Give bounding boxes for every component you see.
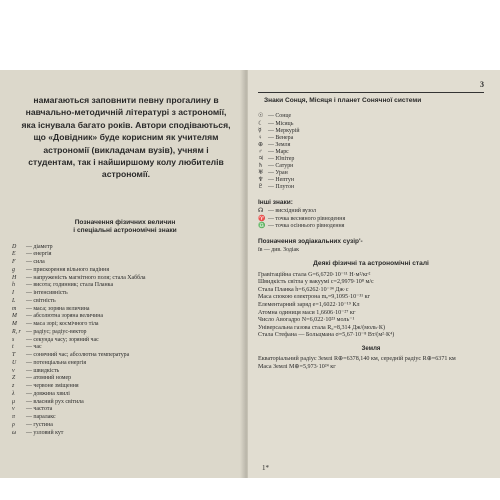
definition-row-text: — атомний номер	[26, 375, 72, 382]
planets-title: Знаки Сонця, Місяця і планет Сонячної системи	[264, 97, 422, 104]
planet-row	[258, 128, 484, 135]
definition-row-text: — червоне зміщення	[26, 383, 79, 390]
planet-row-symbol: ♂	[258, 148, 263, 155]
zodiac-title: Позначення зодіакальних сузір'-	[258, 238, 363, 246]
planet-row-symbol: ♅	[258, 170, 264, 177]
definition-row	[12, 360, 238, 368]
planet-row	[258, 121, 484, 128]
definition-row-symbol: M	[12, 321, 17, 328]
definition-row	[12, 430, 238, 438]
definition-row-symbol: H	[12, 274, 17, 281]
definition-row	[12, 406, 238, 414]
planet-row-text: — Меркурій	[268, 127, 300, 134]
defs-title-1: Позначення фізичних величин	[74, 218, 176, 226]
definition-row-symbol: F	[12, 259, 16, 266]
definition-row-text: — частота	[26, 406, 53, 413]
planet-row	[258, 142, 484, 149]
definition-row-text: — прискорення вільного падіння	[26, 266, 110, 273]
other-signs-title: Інші знаки:	[258, 199, 293, 207]
constant-row: Атомна одиниця маси 1,6606·10⁻²⁷ кг	[258, 309, 356, 316]
sign-row-text: — точка весняного рівнодення	[268, 215, 346, 222]
planet-row	[258, 156, 484, 163]
planet-row-text: — Марс	[268, 148, 289, 155]
earth-row: Екваторіальний радіус Землі R⊕=6378,140 км, середній радіус R⊕=6371 км	[258, 356, 456, 362]
definition-row-symbol: ν	[12, 406, 15, 413]
planet-row	[258, 184, 484, 191]
planet-row-symbol: ☉	[258, 113, 264, 120]
book-spread	[0, 70, 500, 478]
right-page	[248, 70, 500, 478]
planet-row-symbol: ♆	[258, 177, 264, 184]
definition-row-text: — густина	[26, 421, 53, 428]
definition-row	[12, 422, 238, 430]
definition-row-symbol: m	[12, 305, 17, 312]
defs-title-2: і спеціальні астрономічні знаки	[73, 227, 177, 235]
definition-row-text: — маса; зоряна величина	[26, 305, 90, 312]
definition-row-symbol: π	[12, 414, 15, 421]
definition-row-text: — узловий кут	[26, 429, 64, 436]
planet-row-text: — Сатурн	[268, 163, 294, 170]
intro-paragraph: намагаються заповнити певну прогалину в навчально-методичній літературі з астрономії, яка існувала багато років. Автори сподіваються, що «Довідник» буде корисним як учителям астрономії (викладачам вузів), учням і студентам, так і найширшому колу любителів астрономії.	[21, 95, 231, 180]
planet-row-symbol: ☾	[258, 120, 264, 127]
definition-row-text: — паралакс	[26, 414, 56, 421]
definitions-list	[12, 244, 238, 438]
definition-row-symbol: T	[12, 352, 16, 359]
definition-row-text: — швидкість	[26, 367, 60, 374]
sign-row-text: — висхідний вузол	[268, 208, 316, 215]
definition-row	[12, 414, 238, 422]
definition-row-symbol: μ	[12, 398, 15, 405]
definition-row	[12, 244, 238, 252]
definition-row-symbol: U	[12, 359, 17, 366]
planet-row-text: — Нептун	[268, 177, 294, 184]
definition-row-symbol: g	[12, 266, 15, 273]
definition-row-text: — власний рух світила	[26, 398, 84, 405]
definition-row-text: — світність	[26, 297, 56, 304]
constant-row: Універсальна газова стала R₀=8,314 Дж/(моль·К)	[258, 324, 386, 331]
sign-row-symbol: ♎	[258, 222, 266, 229]
planet-row-symbol: ⊕	[258, 141, 263, 148]
constant-row: Маса спокою електрона mₑ=9,1095·10⁻³¹ кг	[258, 294, 371, 301]
definition-row-symbol: R, r	[12, 328, 21, 335]
planet-row	[258, 135, 484, 142]
definition-row-symbol: λ	[12, 390, 15, 397]
definition-row-symbol: I	[12, 290, 14, 297]
constants-title: Деякі фізичні та астрономічні сталі	[313, 260, 429, 268]
zodiac-line: їв — див. Зодіак	[258, 247, 299, 254]
definition-row-symbol: D	[12, 243, 17, 250]
definition-row	[12, 329, 238, 337]
earth-list	[258, 356, 484, 371]
definition-row	[12, 344, 238, 352]
definition-row-text: — енергія	[26, 251, 52, 258]
planet-row-text: — Сонце	[268, 113, 292, 120]
definition-row	[12, 337, 238, 345]
definition-row-text: — час	[26, 344, 42, 351]
definition-row-text: — діаметр	[26, 243, 53, 250]
sign-row	[258, 208, 484, 215]
definition-row	[12, 375, 238, 383]
sign-row-text: — точка осіннього рівнодення	[268, 222, 345, 229]
constant-row: Стала Стефана — Больцмана σ=5,67·10⁻⁸ Вт/(м²·К⁴)	[258, 332, 395, 339]
definition-row-symbol: s	[12, 336, 15, 343]
sign-row-symbol: ☊	[258, 208, 264, 215]
definition-row-text: — потенціальна енергія	[26, 359, 87, 366]
planet-row-symbol: ☿	[258, 127, 262, 134]
definition-row-symbol: h	[12, 282, 15, 289]
background-top	[0, 0, 500, 70]
definition-row-text: — секунда часу; зоряний час	[26, 336, 99, 343]
definition-row	[12, 298, 238, 306]
planet-row-text: — Юпітер	[268, 155, 295, 162]
definition-row	[12, 290, 238, 298]
definition-row-text: — маса зорі; космічного тіла	[26, 321, 99, 328]
left-page	[0, 70, 248, 478]
definition-row	[12, 275, 238, 283]
planet-row-symbol: ♃	[258, 155, 264, 162]
definition-row	[12, 251, 238, 259]
planet-row	[258, 113, 484, 120]
definition-row	[12, 391, 238, 399]
definition-row	[12, 321, 238, 329]
definition-row	[12, 282, 238, 290]
other-signs-list	[258, 208, 484, 230]
definition-row-symbol: ρ	[12, 421, 15, 428]
constant-row: Число Авогадро N=6,022·10²³ моль⁻¹	[258, 317, 355, 324]
definition-row-text: — сила	[26, 259, 45, 266]
page-number: 3	[480, 80, 484, 89]
definition-row-symbol: z	[12, 383, 15, 390]
definition-row-text: — абсолютна зоряна величина	[26, 313, 104, 320]
planets-list	[258, 113, 484, 191]
constants-list	[258, 272, 484, 340]
planet-row-text: — Уран	[268, 170, 288, 177]
definition-row-text: — радіус; радіус-вектор	[26, 328, 87, 335]
planet-row-symbol: ♇	[258, 184, 264, 191]
planet-row	[258, 149, 484, 156]
header-rule	[258, 92, 484, 93]
constant-row: Елементарний заряд e=1,6022·10⁻¹⁹ Кл	[258, 302, 360, 309]
definition-row-symbol: Z	[12, 375, 16, 382]
planet-row-text: — Венера	[268, 134, 294, 141]
planet-row-text: — Земля	[268, 141, 291, 148]
definition-row-text: — сонячний час; абсолютна температура	[26, 352, 130, 359]
background-bottom	[0, 478, 500, 500]
earth-title: Земля	[361, 346, 381, 352]
definition-row	[12, 267, 238, 275]
earth-row: Маса Землі M⊕=5,973·10²⁴ кг	[258, 363, 336, 370]
constant-row: Гравітаційна стала G=6,6720·10⁻¹¹ Н·м²/кг²	[258, 271, 371, 278]
definition-row-text: — довжина хвилі	[26, 390, 70, 397]
planet-row-symbol: ♄	[258, 163, 264, 170]
footnote-mark: 1*	[262, 464, 269, 472]
planet-row-text: — Плутон	[268, 184, 295, 191]
planet-row-text: — Місяць	[268, 120, 294, 127]
sign-row-symbol: ♈	[258, 215, 266, 222]
definition-row-symbol: E	[12, 251, 16, 258]
definition-row	[12, 313, 238, 321]
sign-row	[258, 216, 484, 223]
definition-row	[12, 259, 238, 267]
definition-row-text: — інтенсивність	[26, 290, 68, 297]
definition-row-symbol: L	[12, 297, 16, 304]
constant-row: Стала Планка h=6,6262·10⁻³⁴ Дж·с	[258, 286, 349, 293]
definition-row-text: — напруженість магнітного поля; стала Хаббла	[26, 274, 146, 281]
definition-row	[12, 383, 238, 391]
planet-row-symbol: ♀	[258, 134, 263, 141]
definition-row-symbol: M	[12, 313, 17, 320]
constant-row: Швидкість світла у вакуумі c=2,9979·10⁸ м/с	[258, 279, 374, 286]
definition-row-symbol: t	[12, 344, 14, 351]
sign-row	[258, 223, 484, 230]
planet-row	[258, 163, 484, 170]
definition-row-text: — висота; годинник; стала Планка	[26, 282, 114, 289]
definition-row-symbol: v	[12, 367, 15, 374]
definition-row	[12, 399, 238, 407]
definition-row-symbol: ω	[12, 429, 17, 436]
definition-row	[12, 352, 238, 360]
